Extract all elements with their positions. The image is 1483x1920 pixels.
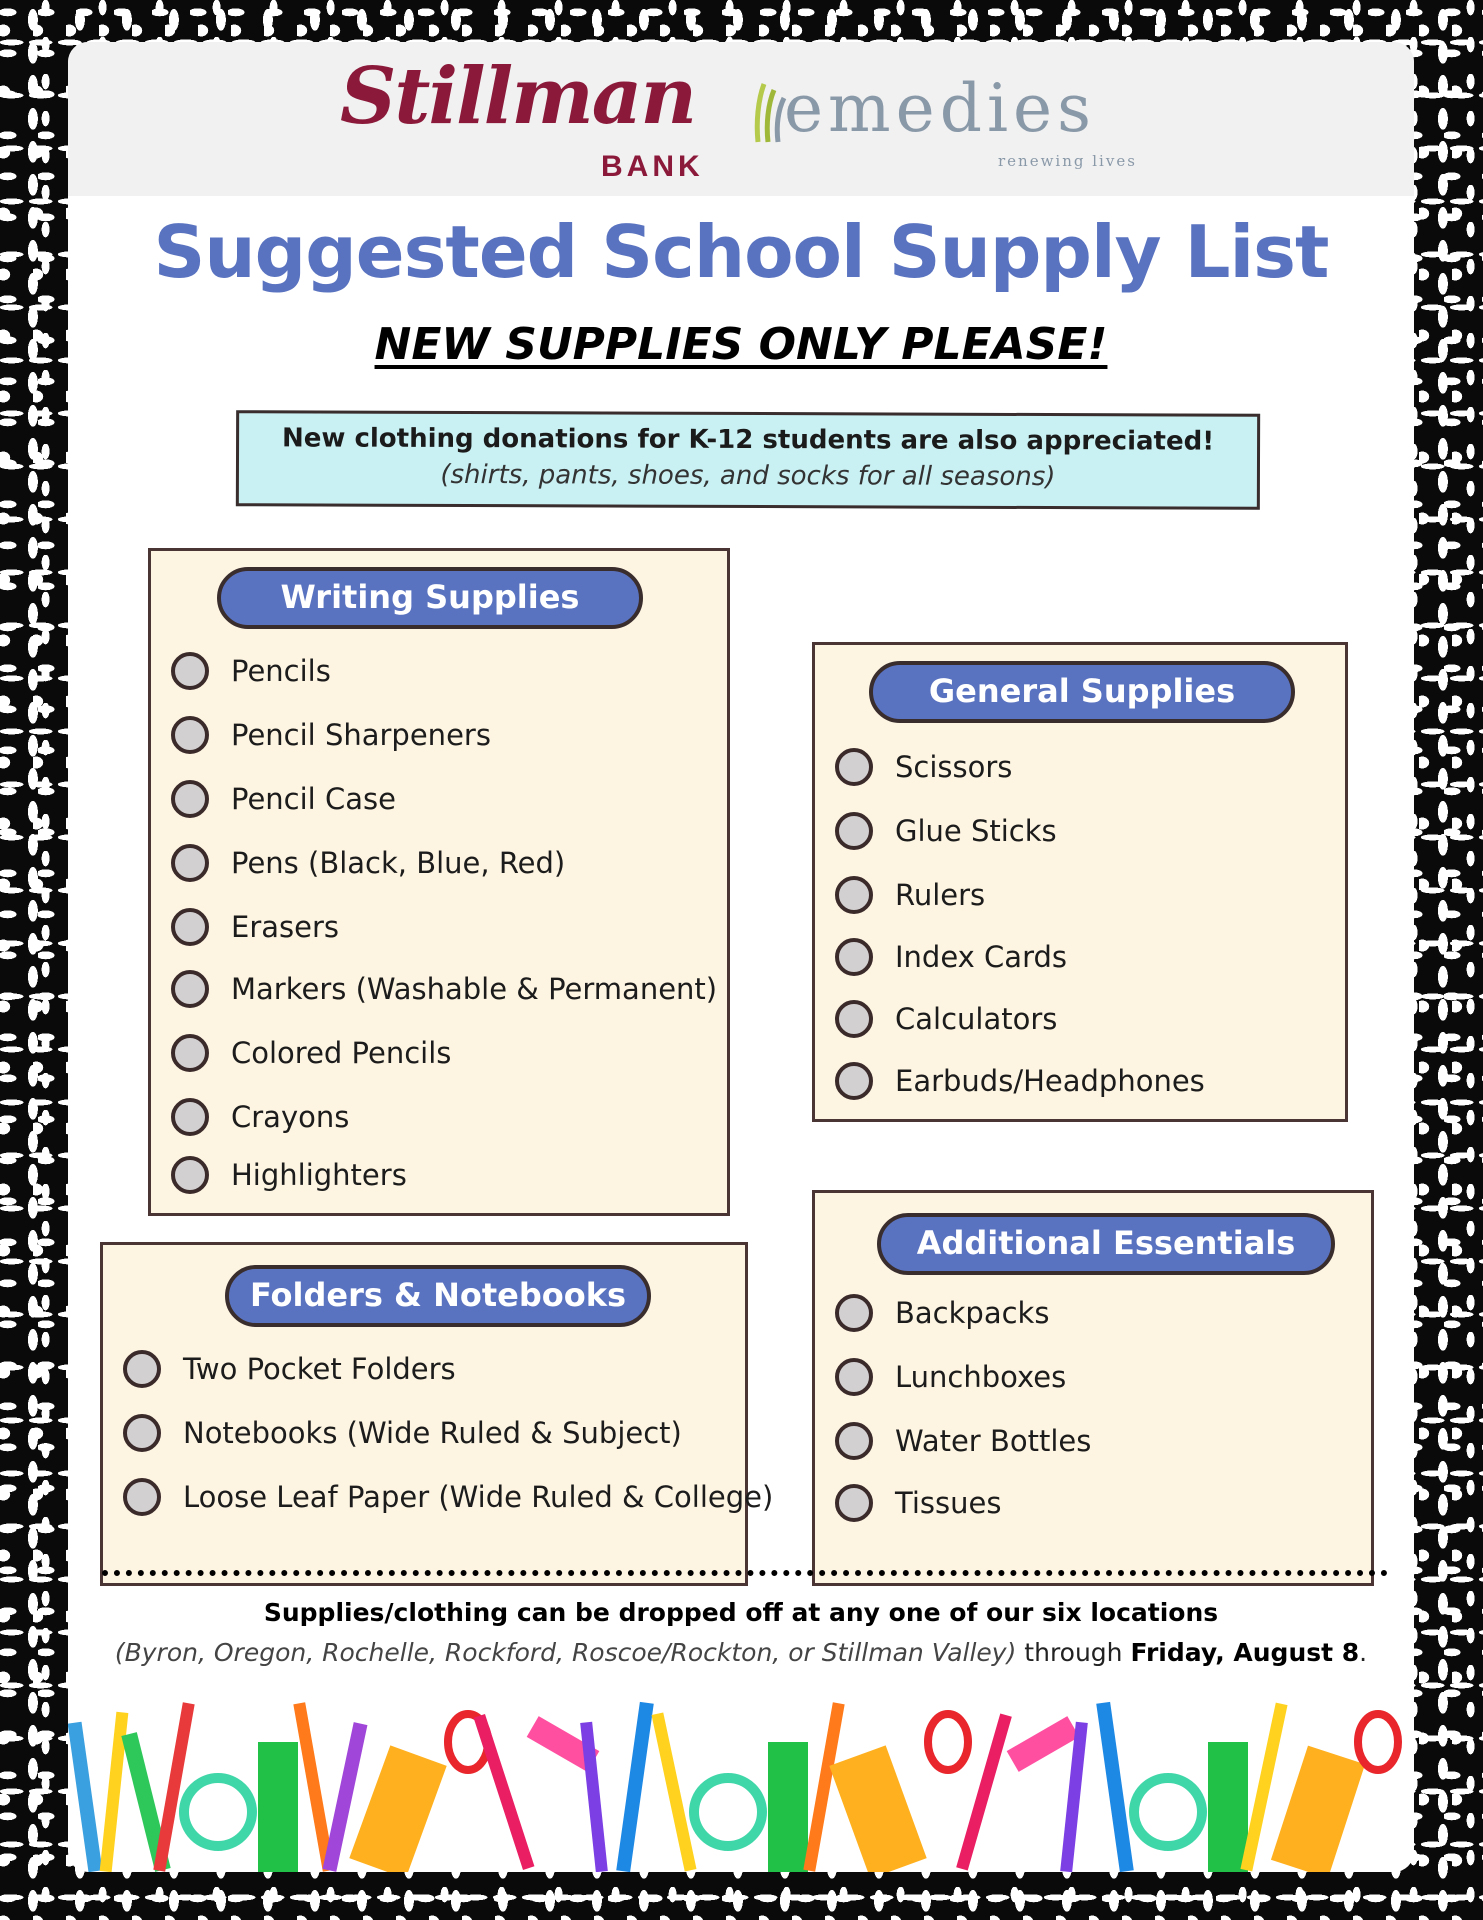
checkbox-circle[interactable] [171,908,209,946]
additional-essentials-heading: Additional Essentials [877,1213,1335,1275]
item-label: Glue Sticks [895,814,1057,848]
checklist-item[interactable] [171,647,331,695]
writing-supplies-heading: Writing Supplies [217,567,643,629]
item-label: Pencil Case [231,782,396,816]
item-label: Loose Leaf Paper (Wide Ruled & College) [183,1480,774,1514]
school-supplies-illustration [68,1682,1414,1872]
checkbox-circle[interactable] [123,1350,161,1388]
checklist-item[interactable] [835,1353,1066,1401]
checklist-item[interactable] [835,743,1012,791]
item-label: Earbuds/Headphones [895,1064,1205,1098]
dropoff-period: . [1359,1638,1368,1667]
item-label: Erasers [231,910,339,944]
checklist-item[interactable] [835,995,1057,1043]
page-title: Suggested School Supply List [153,210,1329,294]
checkbox-circle[interactable] [171,844,209,882]
checkbox-circle[interactable] [835,1294,873,1332]
checklist-item[interactable] [171,1093,349,1141]
checkbox-circle[interactable] [171,1098,209,1136]
checklist-item[interactable] [835,1289,1049,1337]
checklist-item[interactable] [835,807,1057,855]
notice-line1: New clothing donations for K-12 students are also appreciated! [281,423,1215,457]
checkbox-circle[interactable] [171,652,209,690]
item-label: Colored Pencils [231,1036,452,1070]
item-label: Water Bottles [895,1424,1092,1458]
checklist-item[interactable] [835,1417,1091,1465]
item-label: Pencil Sharpeners [231,718,491,752]
additional-essentials-box [812,1190,1374,1586]
item-label: Lunchboxes [895,1360,1067,1394]
stillman-bank-label: BANK [601,150,704,183]
item-label: Tissues [895,1486,1002,1520]
checklist-item[interactable] [123,1345,456,1393]
remedies-logo: emedies [784,70,1096,147]
dotted-divider [102,1570,1388,1576]
checklist-item[interactable] [123,1473,773,1521]
checkbox-circle[interactable] [123,1414,161,1452]
item-label: Pencils [231,654,331,688]
folders-notebooks-heading: Folders & Notebooks [225,1265,651,1327]
checkbox-circle[interactable] [835,748,873,786]
dropoff-through: through [1016,1638,1131,1667]
checklist-item[interactable] [123,1409,682,1457]
item-label: Backpacks [895,1296,1050,1330]
checkbox-circle[interactable] [835,812,873,850]
checklist-item[interactable] [171,903,339,951]
logo-bar [68,42,1414,196]
writing-supplies-box [148,548,730,1216]
item-label: Rulers [895,878,986,912]
flyer-page [68,42,1414,1872]
checkbox-circle[interactable] [171,1034,209,1072]
checkbox-circle[interactable] [835,1484,873,1522]
checkbox-circle[interactable] [835,876,873,914]
checkbox-circle[interactable] [123,1478,161,1516]
dropoff-heading: Supplies/clothing can be dropped off at any one of our six locations [263,1598,1219,1627]
checkbox-circle[interactable] [171,716,209,754]
checklist-item[interactable] [171,1151,407,1199]
general-supplies-heading: General Supplies [869,661,1295,723]
checkbox-circle[interactable] [171,970,209,1008]
page-subtitle: NEW SUPPLIES ONLY PLEASE! [374,319,1108,370]
notice-line2: (shirts, pants, shoes, and socks for all seasons) [440,459,1056,493]
checklist-item[interactable] [171,965,717,1013]
remedies-tagline: renewing lives [998,152,1137,170]
item-label: Notebooks (Wide Ruled & Subject) [183,1416,682,1450]
dropoff-locations: (Byron, Oregon, Rochelle, Rockford, Roscoe/Rockton, or Stillman Valley) [114,1638,1017,1667]
checklist-item[interactable] [835,933,1067,981]
checkbox-circle[interactable] [835,1062,873,1100]
stillman-logo: Stillman [340,51,696,142]
checklist-item[interactable] [835,871,985,919]
checkbox-circle[interactable] [835,1422,873,1460]
remedies-leaf-icon [754,82,788,144]
checkbox-circle[interactable] [835,1358,873,1396]
item-label: Two Pocket Folders [183,1352,456,1386]
folders-notebooks-box [100,1242,774,1586]
clothing-notice [236,410,1260,510]
checkbox-circle[interactable] [171,1156,209,1194]
dropoff-details [68,1638,1414,1667]
checklist-item[interactable] [171,775,396,823]
checkbox-circle[interactable] [171,780,209,818]
item-label: Markers (Washable & Permanent) [231,972,718,1006]
item-label: Crayons [231,1100,350,1134]
item-label: Index Cards [895,940,1068,974]
checklist-item[interactable] [171,711,491,759]
checklist-item[interactable] [171,1029,451,1077]
dropoff-date: Friday, August 8 [1130,1638,1360,1667]
checklist-item[interactable] [835,1479,1001,1527]
checklist-item[interactable] [835,1057,1205,1105]
item-label: Pens (Black, Blue, Red) [231,846,566,880]
item-label: Calculators [895,1002,1058,1036]
item-label: Scissors [895,750,1013,784]
checkbox-circle[interactable] [835,1000,873,1038]
checklist-item[interactable] [171,839,565,887]
checkbox-circle[interactable] [835,938,873,976]
general-supplies-box [812,642,1348,1122]
item-label: Highlighters [231,1158,407,1192]
